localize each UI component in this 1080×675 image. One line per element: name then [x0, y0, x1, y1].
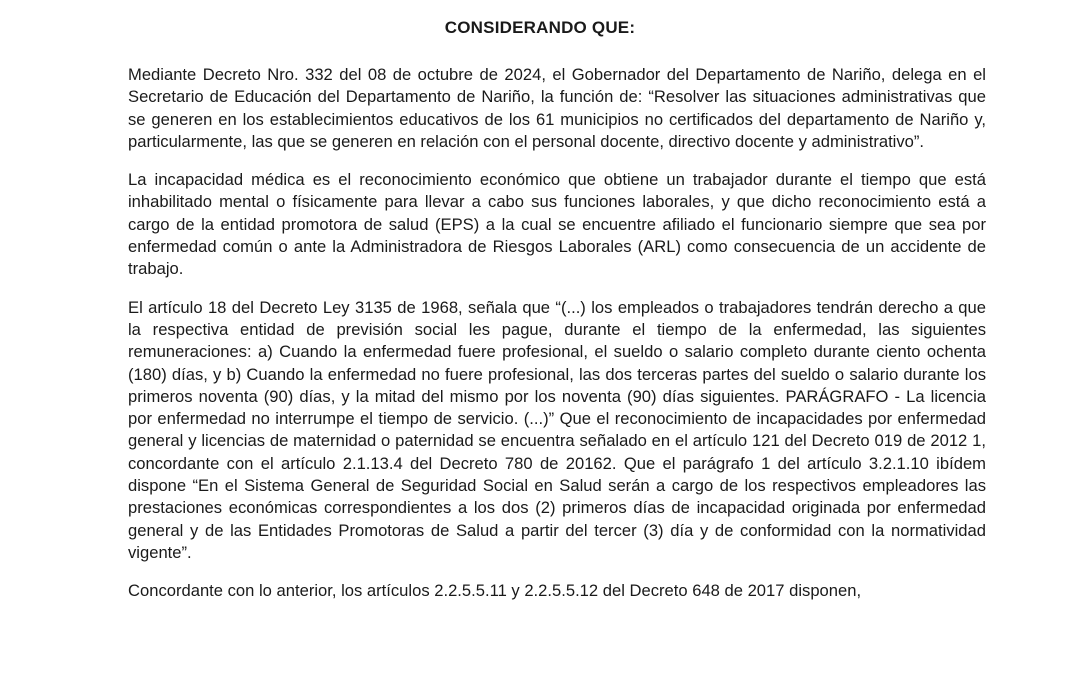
paragraph-decreto-332: Mediante Decreto Nro. 332 del 08 de octubre de 2024, el Gobernador del Departamento de Nariño, delega en el Secretario de Educación del Departamento de Nariño, la función de: “Resolver las situaciones administrativas que se generen en los establecimientos educativos de los 61 municipios no certificados del departamento de Nariño y, particularmente, las que se generen en relación con el personal docente, directivo docente y administrativo”. [128, 65, 986, 151]
section-heading: CONSIDERANDO QUE: [444, 18, 636, 37]
document-body [128, 64, 986, 619]
paragraph-incapacidad-medica: La incapacidad médica es el reconocimiento económico que obtiene un trabajador durante el tiempo que está inhabilitado mental o físicamente para llevar a cabo sus funciones laborales, y que dicho reconocimiento está a cargo de la entidad promotora de salud (EPS) a la cual se encuentre afiliado el funcionario siempre que sea por enfermedad común o ante la Administradora de Riesgos Laborales (ARL) como consecuencia de un accidente de trabajo. [128, 170, 986, 279]
paragraph-concordante: Concordante con lo anterior, los artículos 2.2.5.5.11 y 2.2.5.5.12 del Decreto 648 de 2017 disponen, [128, 581, 862, 601]
paragraph-articulo-18: El artículo 18 del Decreto Ley 3135 de 1968, señala que “(...) los empleados o trabajadores tendrán derecho a que la respectiva entidad de previsión social les pague, durante el tiempo de la enfermedad, las siguientes remuneraciones: a) Cuando la enfermedad fuere profesional, el sueldo o salario completo durante ciento ochenta (180) días, y b) Cuando la enfermedad no fuere profesional, las dos terceras partes del sueldo o salario durante los primeros noventa (90) días, y la mitad del mismo por los noventa (90) días siguientes. PARÁGRAFO - La licencia por enfermedad no interrumpe el tiempo de servicio. (...)” Que el reconocimiento de incapacidades por enfermedad general y licencias de maternidad o paternidad se encuentra señalado en el artículo 121 del Decreto 019 de 2012 1, concordante con el artículo 2.1.13.4 del Decreto 780 de 20162. Que el parágrafo 1 del artículo 3.2.1.10 ibídem dispone “En el Sistema General de Seguridad Social en Salud serán a cargo de los respectivos empleadores las prestaciones económicas correspondientes a los dos (2) primeros días de incapacidad originada por enfermedad general y de las Entidades Promotoras de Salud a partir del tercer (3) día y de conformidad con la normatividad vigente”. [128, 297, 986, 562]
